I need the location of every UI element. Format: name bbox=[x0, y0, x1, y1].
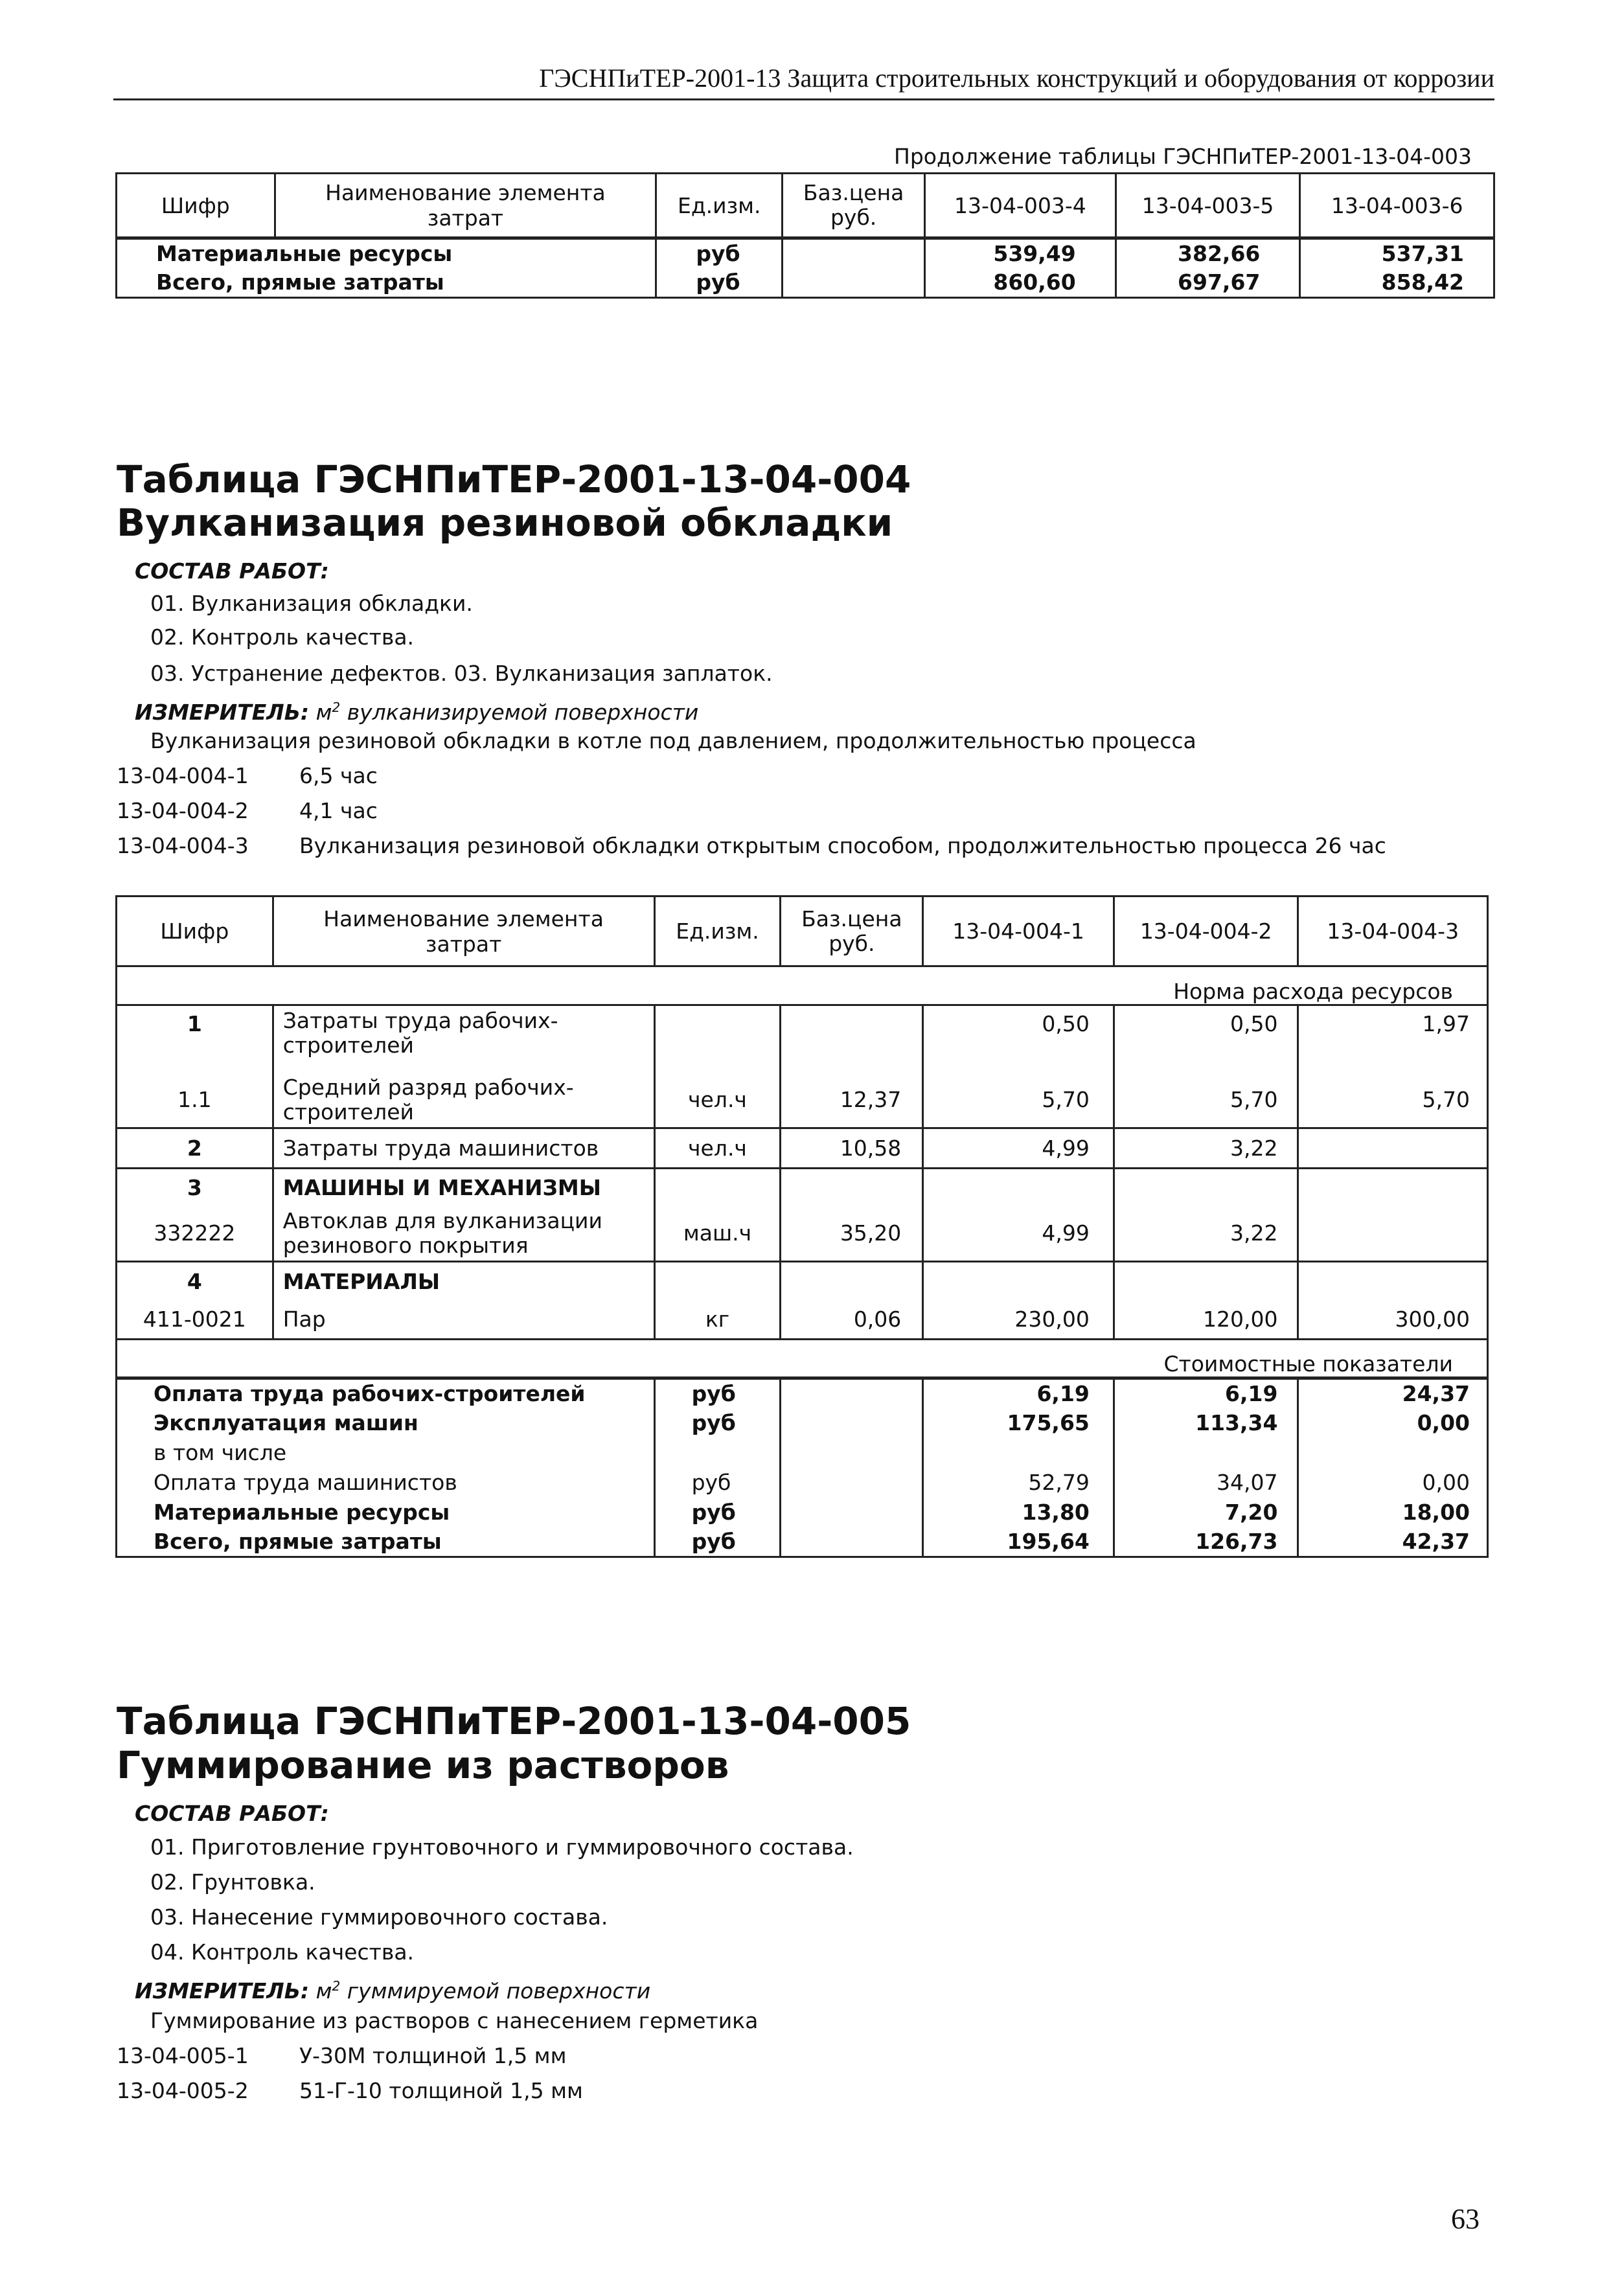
row-value: 1,97 bbox=[1298, 1005, 1488, 1073]
row-value: 858,42 bbox=[1300, 268, 1494, 298]
row-value: 4,99 bbox=[923, 1128, 1114, 1169]
code: 13-04-005-1 bbox=[117, 2043, 249, 2068]
row-value: 13,80 bbox=[923, 1498, 1114, 1527]
row-name: Материальные ресурсы bbox=[117, 1498, 655, 1527]
work-step: 01. Приготовление грунтовочного и гуммировочного состава. bbox=[150, 1834, 854, 1860]
empty-cell bbox=[1298, 1169, 1488, 1206]
empty-cell bbox=[781, 1438, 923, 1468]
izmeritel-line bbox=[135, 1973, 650, 2004]
row-name: Затраты труда рабочих-строителей bbox=[273, 1005, 654, 1073]
row-value: 6,19 bbox=[923, 1378, 1114, 1408]
row-name: Затраты труда машинистов bbox=[273, 1128, 654, 1169]
section-title: Таблица ГЭСНПиТЕР-2001-13-04-005 bbox=[117, 1699, 911, 1743]
empty-cell bbox=[923, 1262, 1114, 1301]
table-row bbox=[117, 1128, 1488, 1169]
row-value: 0,00 bbox=[1298, 1408, 1488, 1438]
row-value: 697,67 bbox=[1115, 268, 1300, 298]
row-value: 0,00 bbox=[1298, 1468, 1488, 1498]
row-code: 3 bbox=[117, 1169, 273, 1206]
code-text: У-30М толщиной 1,5 мм bbox=[299, 2043, 567, 2068]
izmeritel-line bbox=[135, 694, 698, 725]
row-value: 0,50 bbox=[923, 1005, 1114, 1073]
col-header: 13-04-003-4 bbox=[925, 174, 1116, 238]
table-row bbox=[117, 1468, 1488, 1498]
row-name: Всего, прямые затраты bbox=[117, 1527, 655, 1557]
empty-cell bbox=[781, 1468, 923, 1498]
code: 13-04-004-2 bbox=[117, 798, 249, 823]
row-value: 4,99 bbox=[923, 1206, 1114, 1262]
col-header: Баз.цена руб. bbox=[781, 896, 923, 966]
izmeritel-text: вулканизируемой поверхности bbox=[347, 700, 699, 725]
izmeritel-label: ИЗМЕРИТЕЛЬ: bbox=[135, 1978, 310, 2004]
empty-cell bbox=[783, 268, 925, 298]
row-value: 113,34 bbox=[1114, 1408, 1298, 1438]
table-row bbox=[117, 1301, 1488, 1340]
description: Вулканизация резиновой обкладки в котле под давлением, продолжительностью процесса bbox=[150, 728, 1196, 753]
unit-text: м bbox=[315, 1978, 332, 2004]
continuation-caption: Продолжение таблицы ГЭСНПиТЕР-2001-13-04-003 bbox=[894, 144, 1472, 169]
code: 13-04-004-3 bbox=[117, 833, 249, 858]
work-step: 03. Нанесение гуммировочного состава. bbox=[150, 1904, 608, 1930]
empty-cell bbox=[783, 238, 925, 268]
code-text: 4,1 час bbox=[299, 798, 378, 823]
row-name: МАШИНЫ И МЕХАНИЗМЫ bbox=[273, 1169, 654, 1206]
code-line bbox=[117, 763, 378, 789]
row-value: 195,64 bbox=[923, 1527, 1114, 1557]
empty-cell bbox=[1298, 1438, 1488, 1468]
table-row bbox=[117, 268, 1494, 298]
col-header: Ед.изм. bbox=[656, 174, 783, 238]
row-value: 3,22 bbox=[1114, 1206, 1298, 1262]
empty-cell bbox=[781, 1408, 923, 1438]
row-value: 5,70 bbox=[923, 1073, 1114, 1128]
table-row bbox=[117, 1378, 1488, 1408]
code-line bbox=[117, 2043, 566, 2069]
stoim-label: Стоимостные показатели bbox=[117, 1340, 1488, 1378]
page-number: 63 bbox=[1451, 2203, 1480, 2235]
code-line bbox=[117, 833, 1386, 859]
unit-text: м bbox=[315, 700, 332, 725]
sostav-label: СОСТАВ РАБОТ: bbox=[135, 1801, 329, 1826]
work-step: 01. Вулканизация обкладки. bbox=[150, 591, 473, 616]
col-header: Наименование элемента затрат bbox=[273, 896, 654, 966]
empty-cell bbox=[1114, 1438, 1298, 1468]
row-code: 2 bbox=[117, 1128, 273, 1169]
col-header: 13-04-003-6 bbox=[1300, 174, 1494, 238]
row-unit: чел.ч bbox=[654, 1128, 781, 1169]
row-price: 0,06 bbox=[781, 1301, 923, 1340]
empty-cell bbox=[1114, 1169, 1298, 1206]
row-value: 6,19 bbox=[1114, 1378, 1298, 1408]
norma-row bbox=[117, 966, 1488, 1005]
row-price: 35,20 bbox=[781, 1206, 923, 1262]
row-code: 411-0021 bbox=[117, 1301, 273, 1340]
row-value: 382,66 bbox=[1115, 238, 1300, 268]
code-line bbox=[117, 2078, 583, 2104]
empty-cell bbox=[781, 1262, 923, 1301]
empty-cell bbox=[654, 1262, 781, 1301]
row-value: 5,70 bbox=[1298, 1073, 1488, 1128]
work-step: 03. Устранение дефектов. 03. Вулканизация заплаток. bbox=[150, 661, 773, 686]
work-step: 02. Контроль качества. bbox=[150, 624, 415, 650]
row-value: 3,22 bbox=[1114, 1128, 1298, 1169]
izmeritel-unit bbox=[316, 1978, 341, 2004]
empty-cell bbox=[923, 1438, 1114, 1468]
section-title: Таблица ГЭСНПиТЕР-2001-13-04-004 bbox=[117, 457, 911, 501]
row-price bbox=[781, 1005, 923, 1073]
row-unit: руб bbox=[654, 1527, 781, 1557]
row-unit: руб bbox=[654, 1498, 781, 1527]
table-row bbox=[117, 1073, 1488, 1128]
empty-cell bbox=[781, 1527, 923, 1557]
row-unit: кг bbox=[654, 1301, 781, 1340]
row-value: 537,31 bbox=[1300, 238, 1494, 268]
row-unit: руб bbox=[654, 1468, 781, 1498]
row-value: 5,70 bbox=[1114, 1073, 1298, 1128]
col-header: Ед.изм. bbox=[654, 896, 781, 966]
row-name: в том числе bbox=[117, 1438, 655, 1468]
table-row bbox=[117, 1408, 1488, 1438]
row-value: 52,79 bbox=[923, 1468, 1114, 1498]
table-header-row bbox=[117, 174, 1494, 238]
row-unit: руб bbox=[656, 268, 783, 298]
row-name: Оплата труда машинистов bbox=[117, 1468, 655, 1498]
row-value: 24,37 bbox=[1298, 1378, 1488, 1408]
work-step: 02. Грунтовка. bbox=[150, 1869, 315, 1895]
row-unit: руб bbox=[654, 1408, 781, 1438]
table-row bbox=[117, 1262, 1488, 1301]
row-value: 18,00 bbox=[1298, 1498, 1488, 1527]
row-value: 42,37 bbox=[1298, 1527, 1488, 1557]
row-name: Пар bbox=[273, 1301, 654, 1340]
row-value bbox=[1298, 1128, 1488, 1169]
row-name: Средний разряд рабочих-строителей bbox=[273, 1073, 654, 1128]
row-value: 34,07 bbox=[1114, 1468, 1298, 1498]
row-value: 860,60 bbox=[925, 268, 1116, 298]
col-header: 13-04-004-1 bbox=[923, 896, 1114, 966]
empty-cell bbox=[1114, 1262, 1298, 1301]
col-header: Шифр bbox=[117, 174, 275, 238]
row-value: 539,49 bbox=[925, 238, 1116, 268]
row-value: 7,20 bbox=[1114, 1498, 1298, 1527]
code: 13-04-005-2 bbox=[117, 2078, 249, 2103]
empty-cell bbox=[781, 1169, 923, 1206]
running-header: ГЭСНПиТЕР-2001-13 Защита строительных конструкций и оборудования от коррозии bbox=[113, 60, 1494, 100]
norma-label: Норма расхода ресурсов bbox=[117, 966, 1488, 1005]
row-value: 0,50 bbox=[1114, 1005, 1298, 1073]
row-name: Оплата труда рабочих-строителей bbox=[117, 1378, 655, 1408]
empty-cell bbox=[654, 1169, 781, 1206]
section-subtitle: Гуммирование из растворов bbox=[117, 1743, 729, 1787]
row-value: 175,65 bbox=[923, 1408, 1114, 1438]
empty-cell bbox=[781, 1498, 923, 1527]
row-value: 300,00 bbox=[1298, 1301, 1488, 1340]
row-name: Автоклав для вулканизации резинового покрытия bbox=[273, 1206, 654, 1262]
sostav-label: СОСТАВ РАБОТ: bbox=[135, 558, 329, 584]
izmeritel-text: гуммируемой поверхности bbox=[347, 1978, 651, 2004]
row-name: МАТЕРИАЛЫ bbox=[273, 1262, 654, 1301]
unit-exponent: 2 bbox=[332, 1978, 341, 1994]
row-value: 230,00 bbox=[923, 1301, 1114, 1340]
col-header: 13-04-004-2 bbox=[1114, 896, 1298, 966]
row-code: 4 bbox=[117, 1262, 273, 1301]
row-unit: руб bbox=[654, 1378, 781, 1408]
col-header: Баз.цена руб. bbox=[783, 174, 925, 238]
row-code: 1 bbox=[117, 1005, 273, 1073]
row-price: 10,58 bbox=[781, 1128, 923, 1169]
row-name: Материальные ресурсы bbox=[117, 238, 656, 268]
row-unit: руб bbox=[656, 238, 783, 268]
izmeritel-label: ИЗМЕРИТЕЛЬ: bbox=[135, 700, 310, 725]
row-name: Эксплуатация машин bbox=[117, 1408, 655, 1438]
continuation-table bbox=[115, 172, 1495, 299]
row-code: 332222 bbox=[117, 1206, 273, 1262]
row-unit: чел.ч bbox=[654, 1073, 781, 1128]
section-subtitle: Вулканизация резиновой обкладки bbox=[117, 501, 893, 545]
table-row bbox=[117, 238, 1494, 268]
resource-table-004 bbox=[115, 895, 1489, 1558]
table-row bbox=[117, 1005, 1488, 1073]
row-value: 126,73 bbox=[1114, 1527, 1298, 1557]
row-unit bbox=[654, 1005, 781, 1073]
empty-cell bbox=[923, 1169, 1114, 1206]
description: Гуммирование из растворов с нанесением герметика bbox=[150, 2008, 759, 2033]
code: 13-04-004-1 bbox=[117, 763, 249, 788]
col-header: 13-04-004-3 bbox=[1298, 896, 1488, 966]
code-line bbox=[117, 798, 378, 824]
row-price: 12,37 bbox=[781, 1073, 923, 1128]
table-header-row bbox=[117, 896, 1488, 966]
empty-cell bbox=[1298, 1262, 1488, 1301]
col-header: Шифр bbox=[117, 896, 273, 966]
empty-cell bbox=[781, 1378, 923, 1408]
row-name: Всего, прямые затраты bbox=[117, 268, 656, 298]
table-row bbox=[117, 1169, 1488, 1206]
col-header: 13-04-003-5 bbox=[1115, 174, 1300, 238]
table-row bbox=[117, 1206, 1488, 1262]
table-row bbox=[117, 1498, 1488, 1527]
izmeritel-unit bbox=[316, 700, 341, 725]
empty-cell bbox=[654, 1438, 781, 1468]
table-row bbox=[117, 1527, 1488, 1557]
code-text: Вулканизация резиновой обкладки открытым способом, продолжительностью процесса 26 час bbox=[299, 833, 1386, 858]
row-code: 1.1 bbox=[117, 1073, 273, 1128]
row-unit: маш.ч bbox=[654, 1206, 781, 1262]
code-text: 51-Г-10 толщиной 1,5 мм bbox=[299, 2078, 583, 2103]
row-value: 120,00 bbox=[1114, 1301, 1298, 1340]
col-header: Наименование элемента затрат bbox=[275, 174, 656, 238]
stoim-row bbox=[117, 1340, 1488, 1378]
row-value bbox=[1298, 1206, 1488, 1262]
code-text: 6,5 час bbox=[299, 763, 378, 788]
unit-exponent: 2 bbox=[332, 700, 341, 715]
work-step: 04. Контроль качества. bbox=[150, 1939, 415, 1965]
table-row bbox=[117, 1438, 1488, 1468]
